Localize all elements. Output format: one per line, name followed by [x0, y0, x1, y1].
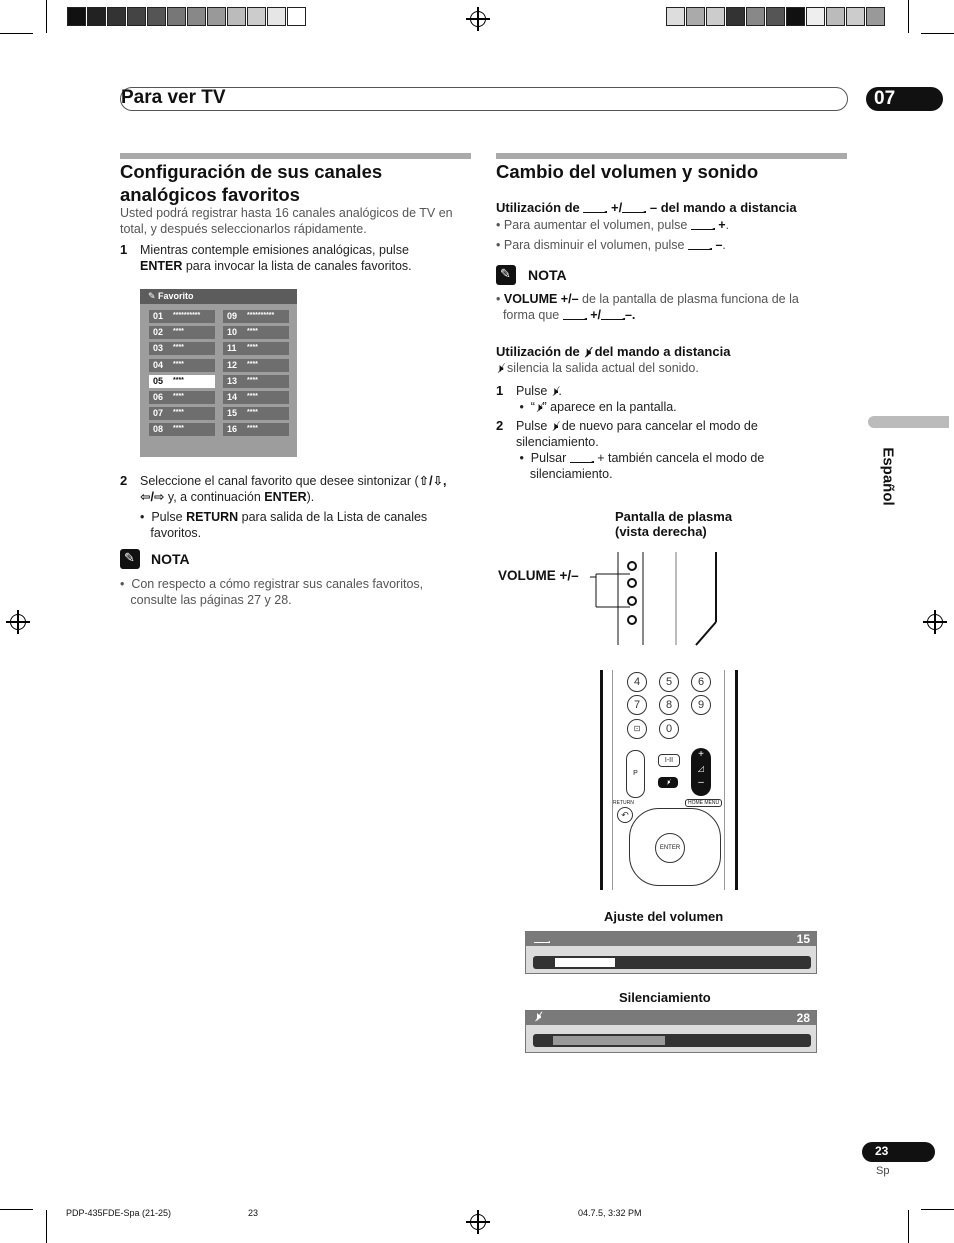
home-menu-button[interactable]: HOME MENU — [685, 799, 722, 807]
language-tab — [868, 416, 949, 428]
language-label: Español — [879, 447, 897, 506]
volume-icon — [563, 309, 587, 320]
channel-name: **** — [247, 360, 258, 368]
crop-mark — [0, 1209, 33, 1210]
channel-number: 15 — [227, 408, 238, 419]
color-swatch — [167, 7, 186, 26]
color-swatch — [207, 7, 226, 26]
color-swatch — [127, 7, 146, 26]
favorite-channel-item[interactable] — [149, 423, 215, 436]
channel-number: 04 — [153, 359, 164, 370]
mute-description: 🕨̸ silencia la salida actual del sonido. — [496, 361, 699, 375]
color-swatch — [806, 7, 825, 26]
favorite-channel-item[interactable] — [223, 359, 289, 372]
return-button[interactable]: ↶ — [617, 807, 633, 823]
color-swatch — [107, 7, 126, 26]
volume-value: 15 — [796, 932, 810, 946]
remote-outline — [612, 670, 613, 890]
mute-icon: 🕨̸ — [534, 1011, 541, 1023]
note-text: • Con respecto a cómo registrar sus canales favoritos, consulte las páginas 27 y 28. — [120, 577, 424, 607]
favorite-channel-item[interactable] — [149, 310, 215, 323]
registration-mark-icon — [470, 1214, 486, 1230]
channel-number: 02 — [153, 327, 164, 338]
mute-icon: 🕨̸ — [534, 400, 543, 414]
color-swatch — [87, 7, 106, 26]
chapter-badge: 07 — [866, 87, 943, 111]
favorite-channel-item[interactable] — [223, 375, 289, 388]
remote-outline — [724, 670, 725, 890]
channel-name: ********** — [173, 312, 201, 319]
favorite-channel-item[interactable] — [223, 423, 289, 436]
step-number: 2 — [120, 473, 128, 488]
channel-name: **** — [247, 409, 258, 417]
mute-osd-caption: Silenciamiento — [619, 990, 711, 1005]
remote-key[interactable]: 5 — [659, 672, 679, 692]
footer-file: PDP-435FDE-Spa (21-25) — [66, 1208, 172, 1218]
volume-icon — [601, 309, 625, 320]
volume-rocker[interactable]: + ◿ – — [691, 748, 711, 796]
channel-name: **** — [173, 376, 184, 384]
mute-button[interactable]: 🕨̸ — [658, 777, 678, 788]
mute-level-fill — [553, 1036, 665, 1045]
note-text: • VOLUME +/– de la pantalla de plasma funciona de la forma que +/ –. — [496, 292, 799, 322]
volume-level-track — [533, 956, 811, 969]
color-swatch — [686, 7, 705, 26]
color-swatch — [726, 7, 745, 26]
color-swatch — [766, 7, 785, 26]
channel-name: **** — [173, 360, 184, 368]
remote-key[interactable]: 4 — [627, 672, 647, 692]
channel-number: 05 — [153, 375, 164, 386]
enter-button[interactable]: ENTER — [655, 833, 685, 863]
mute-level-track — [533, 1034, 811, 1047]
favorite-channel-item[interactable] — [223, 310, 289, 323]
channel-number: 11 — [227, 343, 237, 354]
volume-icon — [583, 202, 607, 213]
mute-icon: 🕨̸ — [550, 419, 559, 433]
registration-mark-icon — [927, 614, 943, 630]
crop-mark — [921, 33, 954, 34]
intro-text: Usted podrá registrar hasta 16 canales analógicos de TV en total, y después seleccionarlos rápidamente. — [120, 206, 453, 236]
color-swatch — [227, 7, 246, 26]
crop-mark — [46, 0, 47, 33]
mute-icon: 🕨̸ — [550, 384, 559, 398]
channel-number: 16 — [227, 424, 238, 435]
channel-name: **** — [247, 393, 258, 400]
page-title: Para ver TV — [121, 87, 226, 108]
channel-number: 12 — [227, 359, 238, 370]
channel-number: 07 — [153, 408, 164, 419]
color-swatch — [866, 7, 885, 26]
volume-subheading: Utilización de +/ – del mando a distancia — [496, 200, 797, 215]
section-title: Configuración de sus canales analógicos favoritos — [120, 161, 383, 205]
favorite-channel-item[interactable] — [149, 342, 215, 355]
note-label: NOTA — [151, 551, 190, 567]
favorite-channel-item[interactable] — [223, 342, 289, 355]
step2-text: Seleccione el canal favorito que desee sintonizar (⇧/⇩, ⇦/⇨ y, a continuación ENTER). — [140, 474, 447, 504]
plasma-panel-illustration — [590, 552, 730, 647]
color-swatch — [147, 7, 166, 26]
favorite-channel-item[interactable] — [149, 359, 215, 372]
volume-osd-header — [526, 932, 816, 946]
channel-number: 09 — [227, 311, 238, 321]
remote-control — [600, 670, 738, 890]
volume-icon — [691, 219, 715, 230]
page-number: 23 — [875, 1144, 889, 1158]
header-bar — [120, 87, 848, 111]
color-swatch — [67, 7, 86, 26]
remote-key[interactable]: 7 — [627, 695, 647, 715]
volume-up-bullet: • Para aumentar el volumen, pulse +. — [496, 218, 730, 232]
remote-key[interactable]: 6 — [691, 672, 711, 692]
note-label: NOTA — [528, 267, 567, 283]
mute-icon: 🕨̸ — [496, 361, 504, 375]
footer-date: 04.7.5, 3:32 PM — [578, 1208, 642, 1218]
volume-label: VOLUME +/– — [498, 568, 579, 583]
channel-number: 10 — [227, 327, 238, 338]
color-swatch — [846, 7, 865, 26]
volume-icon — [534, 934, 550, 943]
channel-name: ********** — [247, 312, 275, 319]
remote-key[interactable]: ⊡ — [627, 719, 647, 739]
panel-caption: Pantalla de plasma (vista derecha) — [615, 509, 733, 539]
color-swatch — [287, 7, 306, 26]
channel-name: **** — [173, 344, 184, 352]
color-swatch — [746, 7, 765, 26]
registration-mark-icon — [470, 11, 486, 27]
channel-name: **** — [247, 425, 258, 433]
channel-number: 03 — [153, 343, 164, 354]
mute-value: 28 — [796, 1011, 810, 1025]
registration-mark-icon — [10, 614, 26, 630]
mute-osd — [525, 1010, 817, 1053]
step1-text: Mientras contemple emisiones analógicas, pulse ENTER para invocar la lista de canales favoritos. — [140, 243, 412, 273]
volume-icon — [622, 202, 646, 213]
crop-mark — [46, 1210, 47, 1243]
favorite-channel-item[interactable] — [149, 407, 215, 420]
crop-mark — [908, 1210, 909, 1243]
mute-osd-header — [526, 1011, 816, 1025]
channel-name: **** — [173, 393, 184, 400]
remote-key[interactable]: 9 — [691, 695, 711, 715]
crop-mark — [908, 0, 909, 33]
mute-subheading: Utilización de 🕨̸ del mando a distancia — [496, 344, 731, 359]
channel-number: 06 — [153, 392, 164, 402]
channel-name: **** — [247, 344, 258, 352]
color-swatch — [267, 7, 286, 26]
step-number: 1 — [120, 242, 128, 257]
channel-number: 01 — [153, 311, 164, 321]
favorite-channel-item[interactable] — [149, 375, 215, 388]
favorite-channel-item[interactable] — [223, 407, 289, 420]
note-icon — [496, 265, 516, 285]
channel-name: **** — [173, 425, 184, 433]
color-swatch — [187, 7, 206, 26]
section-bar — [496, 153, 847, 159]
color-swatch — [826, 7, 845, 26]
color-swatch — [666, 7, 685, 26]
crop-mark — [921, 1209, 954, 1210]
return-label: RETURN — [613, 800, 634, 806]
color-swatch — [706, 7, 725, 26]
section-bar — [120, 153, 471, 159]
section-title: Cambio del volumen y sonido — [496, 161, 759, 182]
favorites-list — [140, 289, 297, 457]
channel-number: 08 — [153, 424, 164, 435]
favorite-channel-item[interactable] — [149, 391, 215, 404]
channel-number: 13 — [227, 375, 238, 386]
volume-osd — [525, 931, 817, 974]
remote-key[interactable]: 0 — [659, 719, 679, 739]
page-language: Sp — [876, 1165, 890, 1177]
volume-level-fill — [555, 958, 615, 967]
channel-name: **** — [173, 328, 184, 336]
volume-icon — [688, 239, 712, 250]
crop-mark — [0, 33, 33, 34]
channel-name: **** — [173, 409, 184, 417]
favorite-channel-item[interactable] — [223, 391, 289, 404]
color-swatch — [786, 7, 805, 26]
step-number: 1 — [496, 383, 504, 398]
channel-name: **** — [247, 328, 258, 336]
remote-outline — [600, 670, 603, 890]
channel-rocker[interactable]: P — [626, 750, 645, 798]
remote-key[interactable]: 8 — [659, 695, 679, 715]
color-swatch — [247, 7, 266, 26]
note-icon — [120, 549, 140, 569]
step2-bullet: • Pulse RETURN para salida de la Lista de canales favoritos. — [140, 510, 428, 540]
step-number: 2 — [496, 418, 504, 433]
footer-page: 23 — [248, 1208, 259, 1218]
remote-outline — [735, 670, 738, 890]
mute-step2: Pulse 🕨̸ de nuevo para cancelar el modo de silenciamiento. • Pulsar + también cancela el modo de silenciamiento. — [516, 419, 765, 481]
mute-step1: Pulse 🕨̸. • “🕨̸” aparece en la pantalla. — [516, 384, 677, 414]
channel-name: **** — [247, 376, 258, 384]
page-number-badge — [862, 1142, 935, 1162]
volume-down-bullet: • Para disminuir el volumen, pulse –. — [496, 238, 726, 252]
favorite-channel-item[interactable] — [223, 326, 289, 339]
mute-icon: 🕨̸ — [583, 345, 591, 359]
channel-number: 14 — [227, 392, 238, 402]
volume-icon — [570, 452, 594, 463]
volume-osd-caption: Ajuste del volumen — [604, 909, 724, 924]
favorites-header: ✎ Favorito — [140, 289, 297, 304]
i-ii-button[interactable]: I-II — [658, 754, 680, 767]
favorite-channel-item[interactable] — [149, 326, 215, 339]
